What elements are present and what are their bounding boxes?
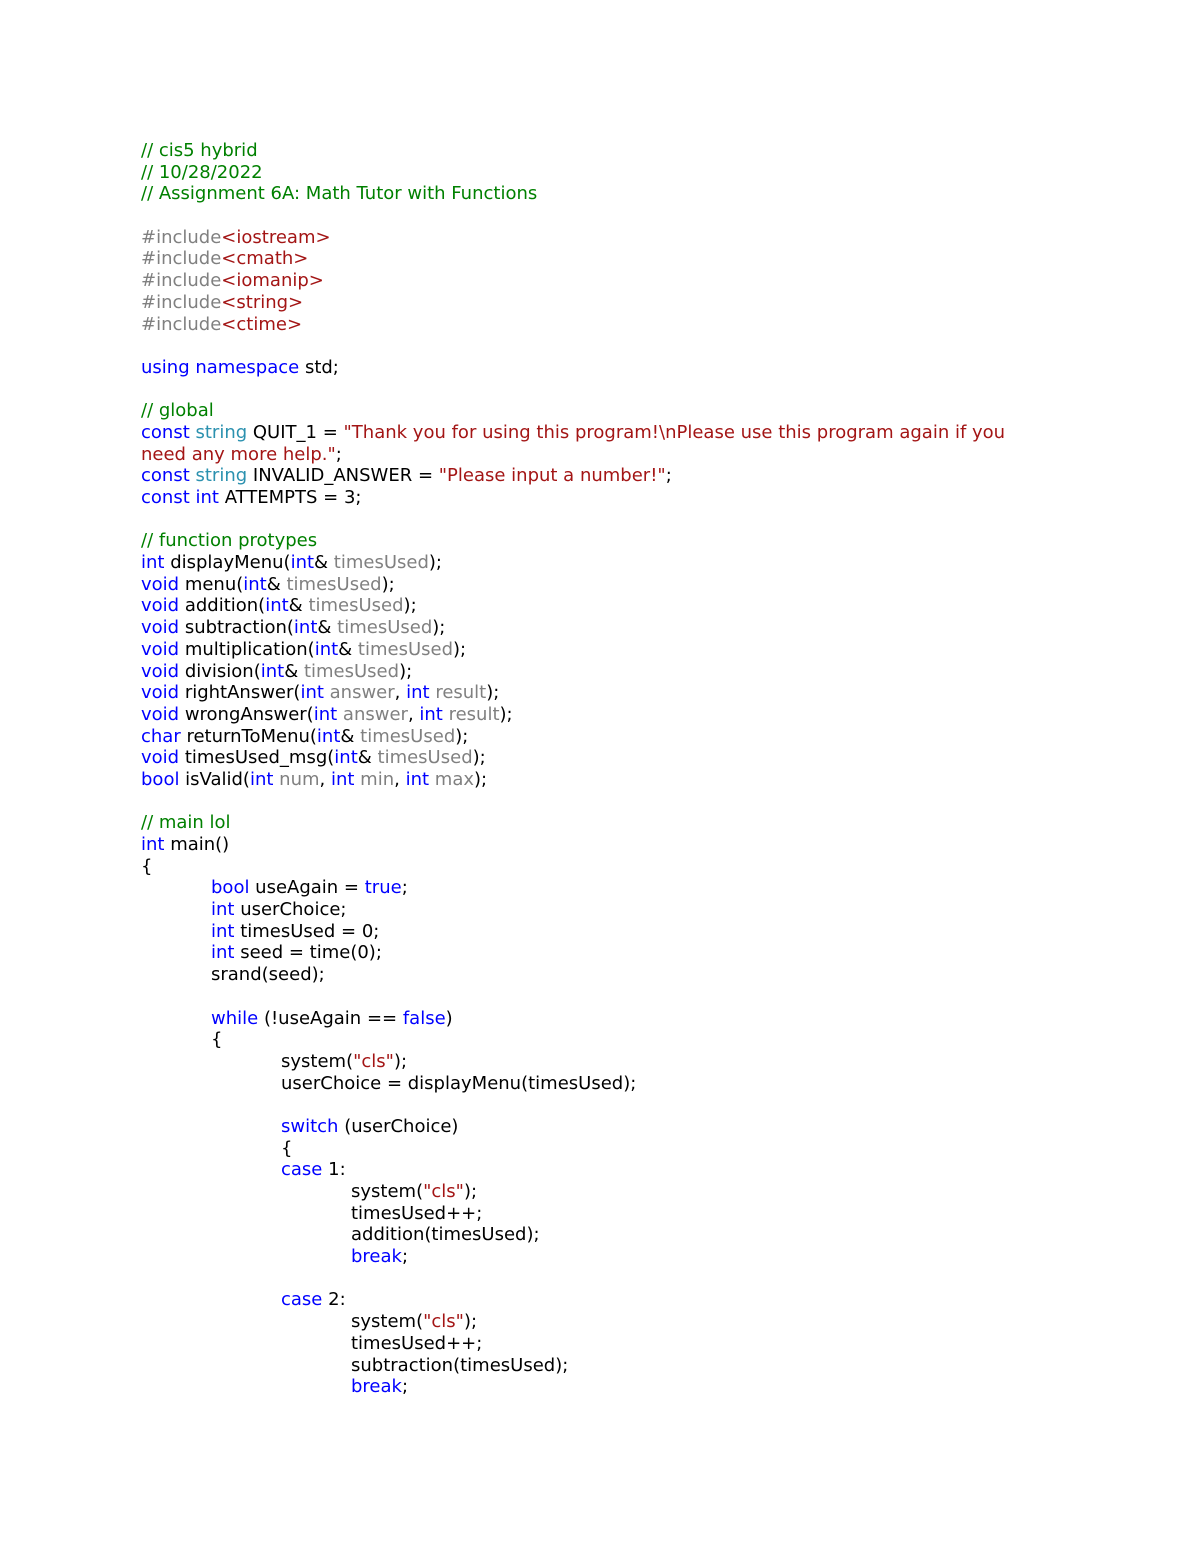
code-line: [141, 379, 1101, 401]
code-token-keyword: int: [211, 920, 235, 942]
code-token-plain: ,: [394, 682, 407, 704]
code-token-preproc: #include: [141, 313, 222, 335]
code-token-plain: timesUsed++;: [351, 1332, 483, 1354]
code-line: [141, 639, 1101, 661]
code-token-keyword: while: [211, 1007, 259, 1029]
code-line: [141, 964, 1101, 986]
code-token-plain: );: [432, 617, 446, 639]
code-token-param: timesUsed: [377, 747, 473, 769]
code-token-plain: displayMenu(: [164, 552, 291, 574]
code-line: [141, 661, 1101, 683]
code-token-string: "Thank you for using this program!\nPlease use this program again if you: [343, 421, 1006, 443]
code-token-plain: );: [486, 682, 500, 704]
code-token-string: <ctime>: [221, 313, 303, 335]
code-line: [141, 335, 1101, 357]
code-token-plain: addition(timesUsed);: [351, 1224, 540, 1246]
code-token-plain: timesUsed++;: [351, 1202, 483, 1224]
code-token-plain: ;: [665, 465, 672, 487]
code-token-plain: userChoice;: [234, 899, 347, 921]
code-line: [141, 812, 1101, 834]
code-token-preproc: #include: [141, 226, 222, 248]
code-token-plain: );: [463, 1311, 478, 1333]
code-token-string: "cls": [353, 1050, 394, 1072]
code-token-string: <iomanip>: [221, 270, 324, 292]
code-token-type: string: [195, 465, 248, 487]
code-token-plain: &: [284, 660, 304, 682]
code-line: [141, 921, 1101, 943]
code-token-plain: system(: [281, 1050, 354, 1072]
code-token-string: need any more help.": [141, 443, 336, 465]
code-token-param: timesUsed: [357, 638, 454, 660]
code-line: [141, 899, 1101, 921]
code-line: [141, 1246, 1101, 1268]
code-token-keyword: const: [141, 421, 190, 443]
code-line: [141, 205, 1101, 227]
code-token-plain: subtraction(timesUsed);: [351, 1354, 569, 1376]
code-token-plain: isValid(: [179, 768, 250, 790]
code-token-plain: rightAnswer(: [179, 682, 301, 704]
code-token-keyword: int: [249, 768, 274, 790]
code-line: [141, 292, 1101, 314]
code-token-plain: ;: [335, 443, 342, 465]
code-token-plain: &: [266, 573, 287, 595]
code-token-keyword: true: [364, 877, 402, 899]
code-token-plain: {: [141, 855, 153, 877]
code-token-param: max: [434, 768, 474, 790]
code-token-string: <cmath>: [221, 248, 309, 270]
code-token-param: timesUsed: [308, 595, 404, 617]
code-line: [141, 682, 1101, 704]
code-token-keyword: void: [141, 747, 180, 769]
code-line: [141, 140, 1101, 162]
code-token-plain: seed = time(0);: [234, 942, 382, 964]
code-token-keyword: const: [141, 465, 190, 487]
code-token-string: "cls": [423, 1181, 464, 1202]
code-token-plain: wrongAnswer(: [179, 703, 314, 725]
code-token-param: timesUsed: [333, 552, 429, 574]
code-line: [141, 1008, 1101, 1030]
code-token-param: result: [435, 682, 487, 704]
code-line: [141, 314, 1101, 336]
code-token-param: min: [360, 768, 395, 790]
code-token-preproc: #include: [141, 291, 222, 313]
code-token-keyword: int: [141, 552, 165, 574]
code-token-plain: );: [474, 768, 488, 790]
code-line: [141, 1311, 1101, 1333]
code-token-param: result: [448, 703, 500, 725]
code-token-string: "Please input a number!": [438, 465, 666, 487]
code-line: [141, 769, 1101, 791]
code-token-comment: // 10/28/2022: [141, 161, 263, 183]
code-line: [141, 1138, 1101, 1160]
code-token-preproc: #include: [141, 248, 222, 270]
code-token-plain: ;: [401, 877, 408, 899]
code-token-plain: &: [340, 725, 361, 747]
code-token-plain: returnToMenu(: [180, 725, 317, 747]
code-token-keyword: char: [141, 725, 181, 747]
code-line: [141, 791, 1101, 813]
code-token-plain: useAgain =: [249, 877, 365, 899]
code-token-keyword: bool: [141, 768, 180, 790]
code-token-keyword: void: [141, 573, 180, 595]
code-line: [141, 1268, 1101, 1290]
code-token-keyword: const: [141, 487, 190, 508]
code-token-plain: &: [357, 747, 378, 769]
code-line: [141, 487, 1101, 509]
code-line: [141, 509, 1101, 531]
code-token-keyword: int: [334, 747, 358, 769]
code-token-plain: ;: [401, 1246, 409, 1268]
code-token-plain: timesUsed = 0;: [234, 920, 380, 942]
code-token-keyword: int: [314, 638, 339, 660]
code-token-keyword: false: [402, 1007, 446, 1029]
code-token-plain: division(: [179, 660, 261, 682]
code-token-keyword: int: [419, 703, 443, 725]
code-token-keyword: void: [141, 660, 180, 682]
code-token-plain: &: [314, 552, 334, 574]
code-token-plain: );: [463, 1181, 478, 1202]
code-token-plain: 1:: [322, 1159, 346, 1181]
code-token-keyword: bool: [211, 877, 250, 899]
code-line: [141, 726, 1101, 748]
code-line: [141, 400, 1101, 422]
code-line: [141, 1203, 1101, 1225]
code-line: [141, 1073, 1101, 1095]
code-line: [141, 1333, 1101, 1355]
code-line: [141, 1224, 1101, 1246]
code-token-keyword: int: [300, 682, 324, 704]
code-token-plain: timesUsed_msg(: [179, 747, 335, 769]
code-token-plain: ): [445, 1007, 453, 1029]
code-line: [141, 1181, 1101, 1203]
code-token-keyword: void: [141, 703, 180, 725]
code-line: [141, 183, 1101, 205]
code-line: [141, 1289, 1101, 1311]
code-token-keyword: int: [406, 682, 430, 704]
code-line: [141, 270, 1101, 292]
code-line: [141, 1051, 1101, 1073]
code-token-keyword: case: [281, 1159, 323, 1181]
code-token-plain: );: [428, 552, 442, 574]
code-token-plain: ,: [319, 768, 331, 790]
code-token-plain: QUIT_1 =: [247, 421, 344, 443]
code-line: [141, 1355, 1101, 1377]
code-line: [141, 444, 1101, 466]
code-line: [141, 986, 1101, 1008]
code-token-string: <iostream>: [221, 226, 331, 248]
code-line: [141, 704, 1101, 726]
code-line: [141, 530, 1101, 552]
code-line: [141, 552, 1101, 574]
code-token-keyword: namespace: [195, 356, 300, 378]
code-line: [141, 1159, 1101, 1181]
code-line: [141, 248, 1101, 270]
code-token-keyword: int: [211, 942, 235, 964]
code-token-plain: main(): [164, 834, 230, 855]
code-token-plain: (!useAgain ==: [258, 1007, 403, 1029]
code-line: [141, 595, 1101, 617]
code-token-plain: );: [455, 725, 469, 747]
code-token-keyword: switch: [281, 1115, 339, 1137]
code-token-keyword: int: [265, 595, 289, 617]
code-line: [141, 1376, 1101, 1398]
code-line: [141, 1116, 1101, 1138]
code-token-plain: );: [453, 638, 467, 660]
code-token-param: num: [279, 768, 320, 790]
code-token-plain: );: [381, 573, 395, 595]
code-token-keyword: using: [141, 356, 190, 378]
code-token-plain: ;: [401, 1376, 409, 1398]
code-token-plain: system(: [351, 1181, 424, 1202]
code-token-plain: addition(: [179, 595, 266, 617]
code-token-plain: (userChoice): [338, 1115, 459, 1137]
code-line: [141, 227, 1101, 249]
code-token-plain: );: [403, 595, 417, 617]
code-token-keyword: break: [351, 1376, 402, 1398]
code-listing: [141, 140, 1101, 1398]
code-token-keyword: int: [260, 660, 285, 682]
code-token-keyword: void: [141, 617, 180, 639]
code-line: [141, 856, 1101, 878]
code-line: [141, 834, 1101, 856]
code-token-plain: menu(: [179, 573, 244, 595]
code-token-keyword: int: [243, 573, 267, 595]
code-token-keyword: int: [195, 487, 219, 508]
code-line: [141, 422, 1101, 444]
code-token-keyword: break: [351, 1246, 402, 1268]
code-token-keyword: int: [290, 552, 315, 574]
code-token-comment: // Assignment 6A: Math Tutor with Functions: [141, 183, 538, 205]
code-token-comment: // main lol: [141, 812, 231, 834]
code-token-param: answer: [342, 703, 408, 725]
code-line: [141, 162, 1101, 184]
code-token-plain: srand(seed);: [211, 964, 325, 986]
code-token-plain: ,: [407, 703, 420, 725]
code-token-plain: subtraction(: [179, 617, 294, 639]
code-token-param: timesUsed: [303, 660, 400, 682]
code-line: [141, 747, 1101, 769]
code-token-string: "cls": [423, 1311, 464, 1333]
code-token-param: timesUsed: [337, 617, 433, 639]
code-token-keyword: int: [316, 725, 341, 747]
code-token-plain: system(: [351, 1311, 424, 1333]
code-token-plain: &: [338, 638, 358, 660]
code-token-plain: {: [281, 1137, 293, 1159]
code-token-keyword: int: [141, 834, 165, 855]
code-token-keyword: void: [141, 638, 180, 660]
code-line: [141, 1094, 1101, 1116]
code-token-plain: 2:: [322, 1289, 346, 1311]
code-token-plain: std;: [299, 356, 339, 378]
code-token-param: answer: [329, 682, 395, 704]
code-token-keyword: int: [293, 617, 318, 639]
code-token-keyword: int: [211, 899, 235, 921]
code-token-plain: ,: [394, 768, 406, 790]
code-line: [141, 574, 1101, 596]
code-line: [141, 357, 1101, 379]
code-token-preproc: #include: [141, 270, 222, 292]
code-token-plain: );: [399, 660, 413, 682]
code-token-keyword: int: [405, 768, 430, 790]
code-token-plain: userChoice = displayMenu(timesUsed);: [281, 1072, 637, 1094]
code-token-keyword: int: [330, 768, 355, 790]
code-token-keyword: case: [281, 1289, 323, 1311]
code-token-plain: INVALID_ANSWER =: [247, 465, 439, 487]
code-token-param: timesUsed: [360, 725, 456, 747]
code-token-keyword: void: [141, 595, 180, 617]
code-token-comment: // function protypes: [141, 530, 318, 552]
code-token-plain: &: [317, 617, 338, 639]
code-token-plain: );: [472, 747, 486, 769]
code-line: [141, 942, 1101, 964]
code-token-param: timesUsed: [286, 573, 382, 595]
code-token-plain: {: [211, 1029, 223, 1051]
code-line: [141, 617, 1101, 639]
code-token-comment: // global: [141, 400, 214, 422]
code-token-plain: &: [288, 595, 309, 617]
code-line: [141, 877, 1101, 899]
code-token-plain: ATTEMPTS = 3;: [218, 487, 362, 508]
code-token-keyword: int: [313, 703, 338, 725]
code-token-string: <string>: [221, 291, 304, 313]
code-token-plain: );: [499, 703, 513, 725]
code-line: [141, 465, 1101, 487]
code-token-plain: multiplication(: [179, 638, 315, 660]
code-token-type: string: [195, 421, 248, 443]
code-line: [141, 1029, 1101, 1051]
code-token-comment: // cis5 hybrid: [141, 140, 258, 161]
code-token-keyword: void: [141, 682, 180, 704]
code-token-plain: );: [393, 1050, 408, 1072]
